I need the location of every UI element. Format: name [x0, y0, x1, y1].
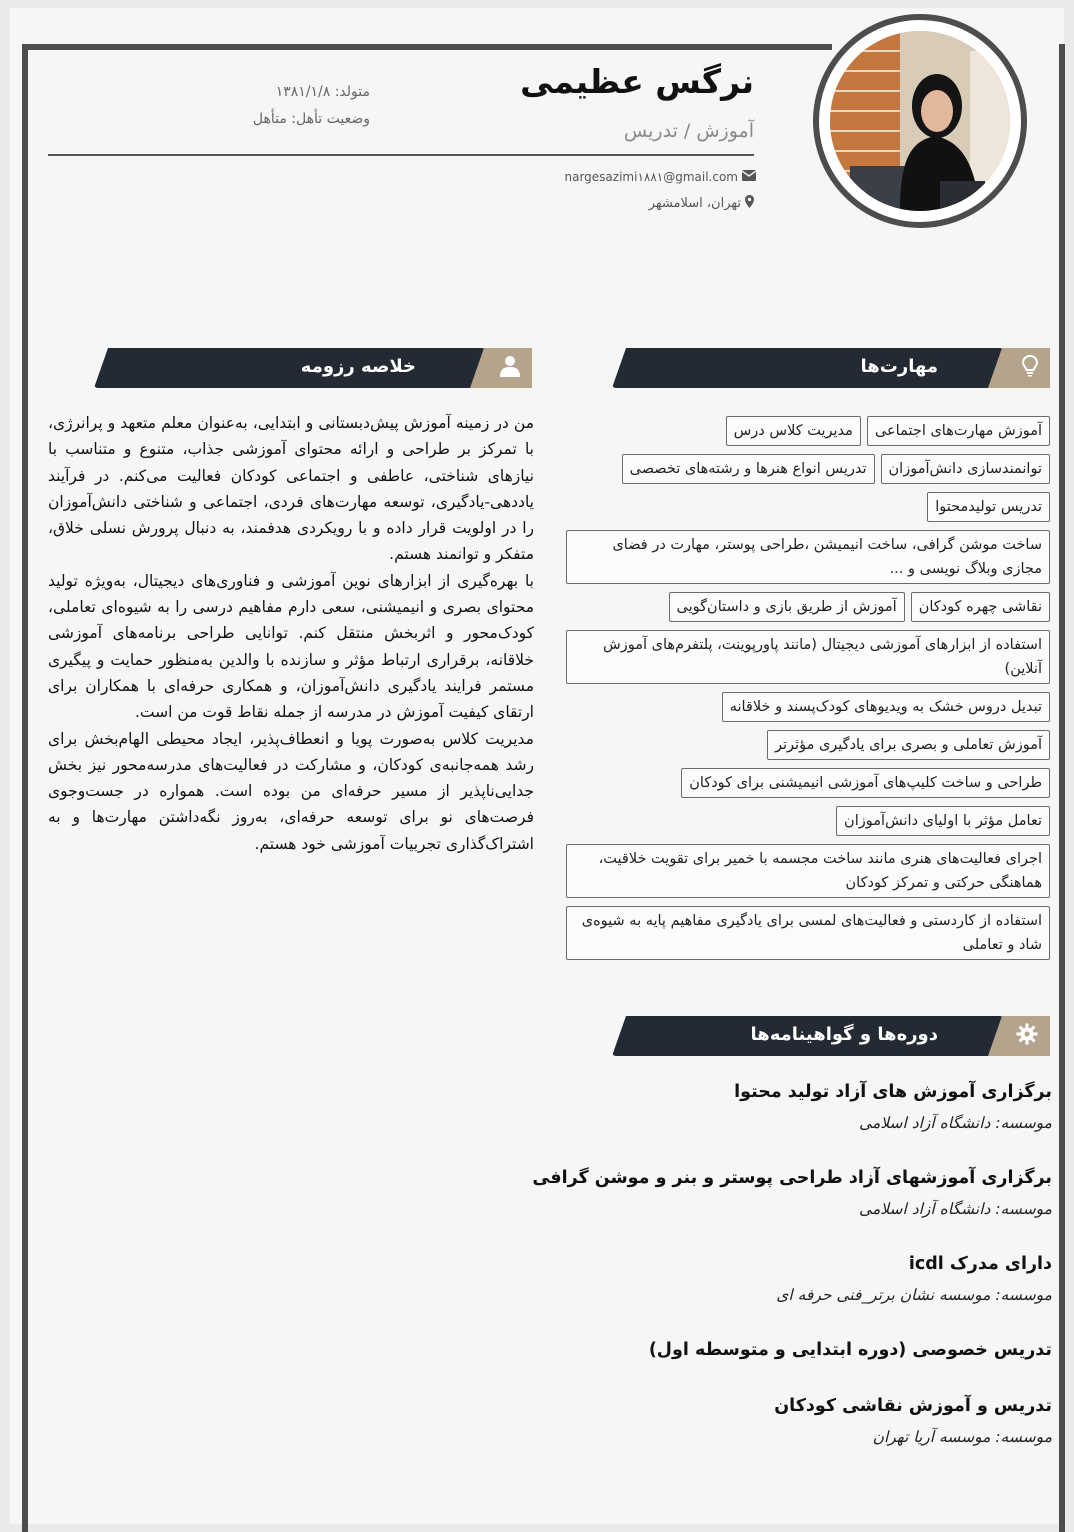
user-icon: [500, 355, 520, 381]
email-text[interactable]: nargesazimi۱۸۸۱@gmail.com: [564, 170, 738, 184]
course-institute: موسسه: موسسه نشان برتر_فنی حرفه ای: [776, 1286, 1052, 1304]
skills-list: [566, 416, 1050, 960]
course-institute: موسسه: دانشگاه آزاد اسلامی: [859, 1200, 1052, 1218]
skill-tag: توانمندسازی دانش‌آموزان: [881, 454, 1050, 484]
course-item: [492, 1334, 1052, 1366]
gear-icon: [1016, 1023, 1038, 1049]
summary-paragraph: من در زمینه آموزش پیش‌دبستانی و ابتدایی، به‌عنوان معلم متعهد و پرانرژی، با تمرکز بر طراحی و ارائه محتوای آموزشی جذاب، متنوع و متناسب با نیازهای شناختی، عاطفی و اجتماعی کودکان فعالیت می‌کنم. در فرآیند یاددهی-یادگیری، توسعه مهارت‌های فردی، اجتماعی و شناختی دانش‌آموزان را در اولویت قرار داده و با رویکردی هدفمند، به دنبال پرورش نسلی خلاق، متفکر و توانمند هستم.: [48, 414, 534, 564]
map-pin-icon: [745, 195, 754, 212]
location-contact: [649, 195, 754, 212]
skill-tag: استفاده از ابزارهای آموزشی دیجیتال (مانند پاورپوینت، پلتفرم‌های آموزش آنلاین): [566, 630, 1050, 684]
skills-section-header: [612, 348, 1050, 388]
courses-section-title: دوره‌ها و گواهینامه‌ها: [750, 1024, 938, 1045]
marital-status: وضعیت تأهل: متأهل: [252, 111, 370, 127]
course-title: تدریس و آموزش نقاشی کودکان: [774, 1396, 1052, 1416]
summary-paragraph: مدیریت کلاس به‌صورت پویا و انعطاف‌پذیر، ایجاد محیطی الهام‌بخش برای رشد همه‌جانبه‌ی کودکان، و مشارکت در فعالیت‌های مدرسه‌محور نیز بخش جدایی‌ناپذیر از مسیر حرفه‌ای من بوده است. همواره در جست‌وجوی فرصت‌های نو برای توسعه حرفه‌ای، به‌روز نگه‌داشتن مهارت‌ها و به اشتراک‌گذاری تجربیات آموزشی خود هستم.: [48, 729, 534, 853]
skill-tag: استفاده از کاردستی و فعالیت‌های لمسی برای یادگیری مفاهیم پایه به شیوه‌ی شاد و تعاملی: [566, 906, 1050, 960]
course-institute: موسسه: موسسه آریا تهران: [872, 1428, 1052, 1446]
skill-tag: نقاشی چهره کودکان: [911, 592, 1050, 622]
skill-tag: آموزش از طریق بازی و داستان‌گویی: [669, 592, 905, 622]
skill-tag: تعامل مؤثر با اولیای دانش‌آموزان: [836, 806, 1050, 836]
course-title: برگزاری آموزش های آزاد تولید محتوا: [734, 1082, 1052, 1102]
job-title: آموزش / تدریس: [623, 120, 754, 142]
frame-right-border: [1059, 44, 1065, 1532]
skill-tag: اجرای فعالیت‌های هنری مانند ساخت مجسمه با خمیر برای تقویت خلاقیت، هماهنگی حرکتی و تمرکز کودکان: [566, 844, 1050, 898]
summary-text: [48, 410, 534, 857]
course-item: [492, 1248, 1052, 1310]
summary-section-title: خلاصه رزومه: [300, 356, 416, 377]
courses-list: [492, 1076, 1052, 1476]
location-text: تهران، اسلامشهر: [648, 196, 741, 211]
summary-paragraph: با بهره‌گیری از ابزارهای نوین آموزشی و فناوری‌های دیجیتال، به‌ویژه تولید محتوای بصری و انیمیشنی، سعی دارم مفاهیم درسی را به شیوه‌ای تعاملی، کودک‌محور و اثربخش منتقل کنم. توانایی طراحی برنامه‌های آموزشی خلاقانه، برقراری ارتباط مؤثر و سازنده با والدین به‌منظور حمایت و پیگیری مستمر فرایند یادگیری دانش‌آموزان، و همکاری حرفه‌ای با همکاران برای ارتقای کیفیت آموزش در مدرسه از جمله نقاط قوت من است.: [48, 571, 534, 722]
skill-tag: آموزش مهارت‌های اجتماعی: [867, 416, 1050, 446]
skill-tag: ساخت موشن گرافی، ساخت انیمیشن ،طراحی پوستر، مهارت در فضای مجازی وبلاگ نویسی و ...: [566, 530, 1050, 584]
birth-date: متولد: ۱۳۸۱/۱/۸: [275, 84, 370, 100]
profile-photo: [830, 31, 1010, 211]
course-item: [492, 1076, 1052, 1138]
course-institute: موسسه: دانشگاه آزاد اسلامی: [859, 1114, 1052, 1132]
lightbulb-icon: [1022, 355, 1038, 381]
skill-tag: آموزش تعاملی و بصری برای یادگیری مؤثرتر: [767, 730, 1050, 760]
course-item: [492, 1390, 1052, 1452]
course-title: برگزاری آموزشهای آزاد طراحی پوستر و بنر و موشن گرافی: [532, 1168, 1052, 1188]
full-name: نرگس عظیمی: [520, 62, 754, 101]
summary-section-header: [94, 348, 532, 388]
course-item: [492, 1162, 1052, 1224]
profile-photo-frame: [813, 14, 1027, 228]
course-title: دارای مدرک icdl: [908, 1254, 1052, 1274]
skill-tag: مدیریت کلاس درس: [726, 416, 861, 446]
header-divider: [48, 154, 754, 156]
envelope-icon: [742, 170, 756, 184]
skills-section-title: مهارت‌ها: [860, 356, 938, 377]
skill-tag: تدریس تولیدمحتوا: [927, 492, 1050, 522]
skill-tag: تبدیل دروس خشک به ویدیوهای کودک‌پسند و خلاقانه: [722, 692, 1050, 722]
frame-left-border: [22, 44, 28, 1532]
course-title: تدریس خصوصی (دوره ابتدایی و متوسطه اول): [648, 1340, 1052, 1360]
courses-section-header: [612, 1016, 1050, 1056]
email-contact[interactable]: [565, 170, 757, 184]
frame-top-border: [22, 44, 832, 50]
skill-tag: طراحی و ساخت کلیپ‌های آموزشی انیمیشنی برای کودکان: [681, 768, 1050, 798]
skill-tag: تدریس انواع هنرها و رشته‌های تخصصی: [622, 454, 875, 484]
